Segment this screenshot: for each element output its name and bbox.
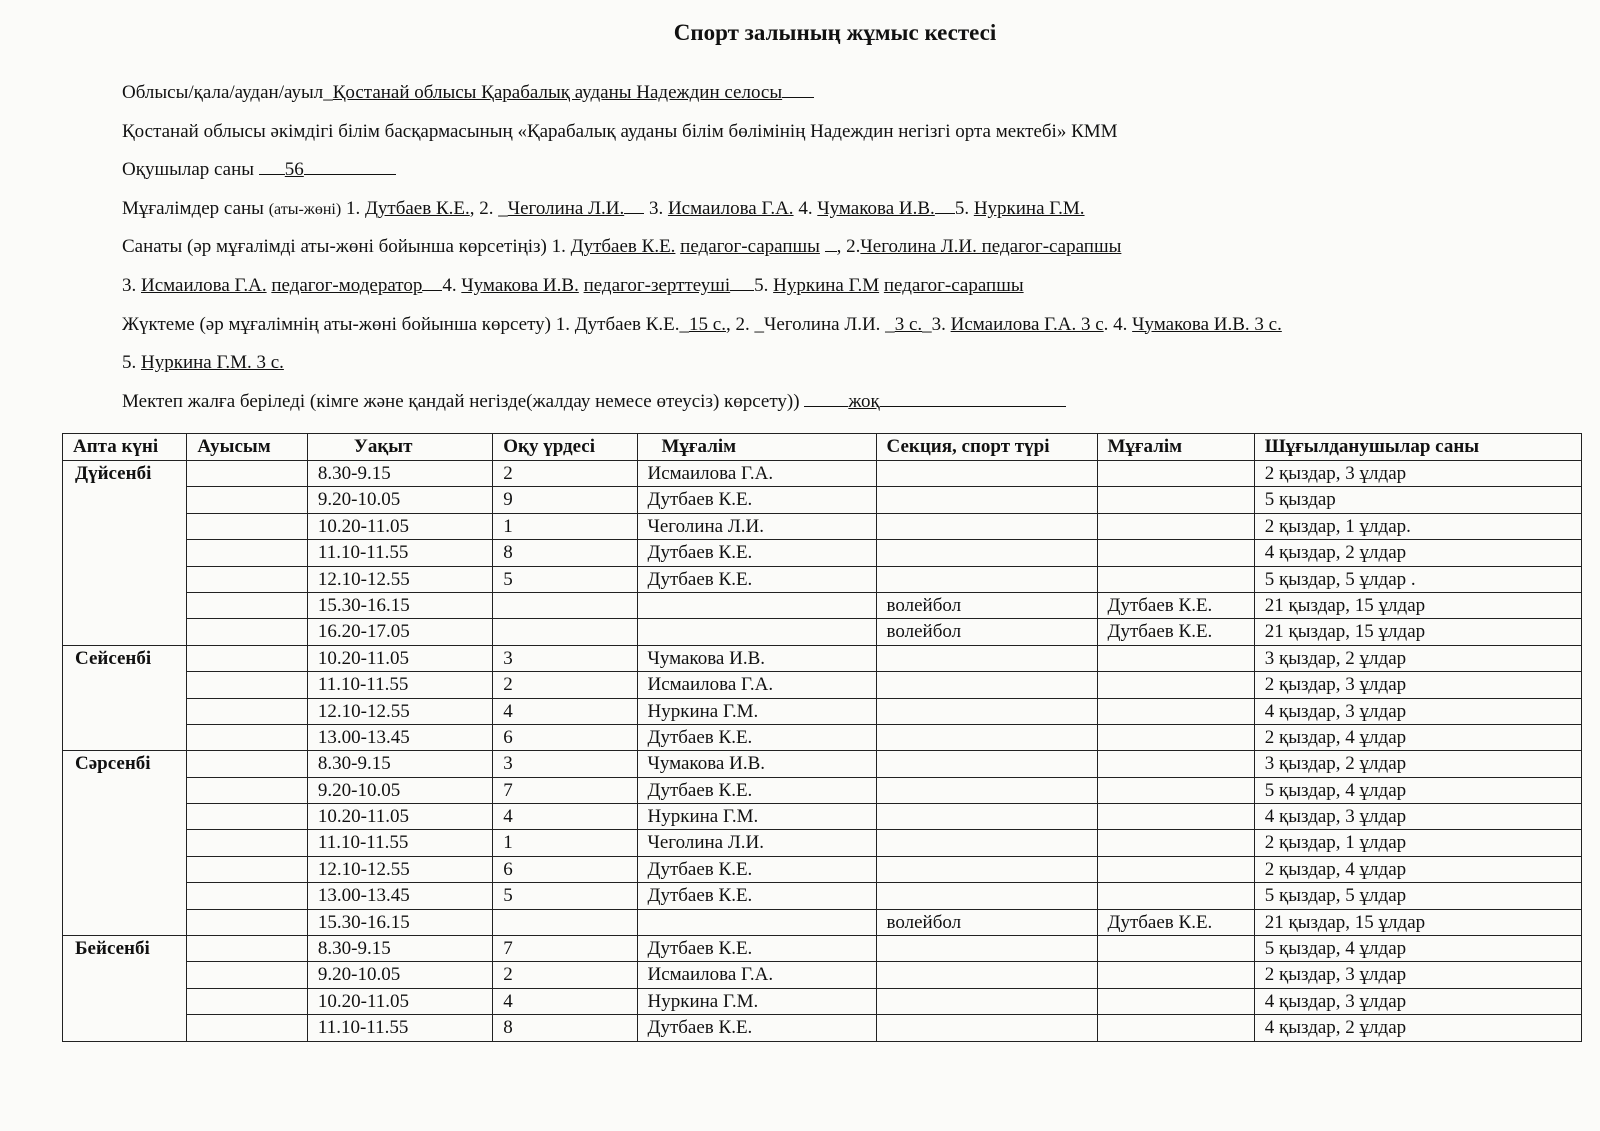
count-cell: 2 қыздар, 4 ұлдар: [1254, 724, 1581, 750]
coach-cell: [1097, 513, 1254, 539]
col-header-class: Оқу үрдесі: [493, 434, 637, 461]
form-fields: [122, 78, 1282, 425]
teacher-cell: Чеголина Л.И.: [637, 830, 876, 856]
teacher-cell: Дутбаев К.Е.: [637, 936, 876, 962]
region-label: Облысы/қала/аудан/ауыл_: [122, 82, 333, 103]
category-4-value: педагог-зерттеуші: [583, 274, 731, 296]
col-header-section: Секция, спорт түрі: [876, 434, 1097, 461]
category-number: 2.: [846, 236, 861, 258]
teacher-cell: Дутбаев К.Е.: [637, 566, 876, 592]
class-cell: 4: [493, 804, 637, 830]
shift-cell: [187, 724, 308, 750]
load-separator: . 4.: [1103, 313, 1128, 335]
shift-cell: [187, 883, 308, 909]
load-line-1: [122, 310, 1282, 349]
section-cell: [876, 540, 1097, 566]
col-header-time: Уақыт: [307, 434, 492, 461]
coach-cell: [1097, 672, 1254, 698]
table-row: [63, 592, 1582, 618]
teacher-cell: [637, 592, 876, 618]
shift-cell: [187, 487, 308, 513]
categories-line-1: Санаты (әр мұғалімді аты-жөні бойынша көрсетіңіз) 1. Дутбаев К.Е. педагог-сарапшы , 2.Чеголина Л.И. педагог-сарапшы: [122, 232, 1282, 271]
shift-cell: [187, 592, 308, 618]
teacher-5: Нуркина Г.М.: [973, 197, 1085, 219]
rent-line: [122, 387, 1282, 426]
coach-cell: [1097, 936, 1254, 962]
page-title: Спорт залының жұмыс кестесі: [673, 20, 997, 45]
time-cell: 16.20-17.05: [307, 619, 492, 645]
count-cell: 3 қыздар, 2 ұлдар: [1254, 645, 1581, 671]
teacher-cell: Нуркина Г.М.: [637, 804, 876, 830]
students-line: [122, 155, 1282, 194]
blank-line: [880, 388, 1066, 407]
teachers-line: [122, 194, 1282, 233]
count-cell: 2 қыздар, 1 ұлдар: [1254, 830, 1581, 856]
shift-cell: [187, 619, 308, 645]
section-cell: [876, 883, 1097, 909]
coach-cell: Дутбаев К.Е.: [1097, 619, 1254, 645]
section-cell: [876, 856, 1097, 882]
teacher-cell: Дутбаев К.Е.: [637, 777, 876, 803]
count-cell: 2 қыздар, 3 ұлдар: [1254, 962, 1581, 988]
load-1: 15 с.: [689, 313, 726, 335]
count-cell: 5 қыздар: [1254, 487, 1581, 513]
category-number: 4.: [442, 274, 457, 296]
shift-cell: [187, 672, 308, 698]
time-cell: 9.20-10.05: [307, 962, 492, 988]
coach-cell: [1097, 724, 1254, 750]
section-cell: [876, 751, 1097, 777]
class-cell: 7: [493, 777, 637, 803]
table-row: [63, 936, 1582, 962]
count-cell: 2 қыздар, 4 ұлдар: [1254, 856, 1581, 882]
table-row: [63, 883, 1582, 909]
blank-line: [259, 156, 285, 175]
shift-cell: [187, 1015, 308, 1041]
shift-cell: [187, 461, 308, 487]
shift-cell: [187, 777, 308, 803]
section-cell: [876, 698, 1097, 724]
teachers-sublabel: (аты-жөні): [268, 200, 342, 218]
time-cell: 9.20-10.05: [307, 487, 492, 513]
time-cell: 10.20-11.05: [307, 645, 492, 671]
load-label: Жүктеме (әр мұғалімнің аты-жөні бойынша көрсету) 1. Дутбаев К.Е._: [122, 313, 690, 335]
time-cell: 11.10-11.55: [307, 830, 492, 856]
load-line-2: [122, 348, 1282, 387]
col-header-teacher: Мұғалім: [637, 434, 876, 461]
time-cell: 8.30-9.15: [307, 936, 492, 962]
day-cell: Сейсенбі: [63, 645, 187, 751]
schedule-body: [63, 461, 1582, 1042]
load-4: Чумакова И.В. 3 с.: [1132, 313, 1282, 335]
class-cell: 2: [493, 962, 637, 988]
load-5: Нуркина Г.М. 3 с.: [141, 352, 284, 374]
coach-cell: [1097, 540, 1254, 566]
teacher-cell: [637, 909, 876, 935]
shift-cell: [187, 936, 308, 962]
coach-cell: [1097, 566, 1254, 592]
time-cell: 10.20-11.05: [307, 988, 492, 1014]
count-cell: 3 қыздар, 2 ұлдар: [1254, 751, 1581, 777]
school-name: Қостанай облысы әкімдігі білім басқармасының «Қарабалық ауданы білім бөлімінің Надеждин негізгі орта мектебі» КММ: [122, 120, 1118, 142]
coach-cell: [1097, 487, 1254, 513]
load-2: 3 с.: [894, 313, 923, 335]
table-row: [63, 724, 1582, 750]
time-cell: 9.20-10.05: [307, 777, 492, 803]
section-cell: [876, 513, 1097, 539]
section-cell: [876, 804, 1097, 830]
count-cell: 5 қыздар, 5 ұлдар .: [1254, 566, 1581, 592]
category-3-value: педагог-модератор: [271, 274, 423, 296]
table-header-row: [63, 434, 1582, 461]
category-3-name: Исмаилова Г.А.: [141, 274, 267, 296]
table-row: [63, 672, 1582, 698]
category-1-name: Дутбаев К.Е.: [570, 236, 676, 258]
coach-cell: [1097, 645, 1254, 671]
count-cell: 4 қыздар, 2 ұлдар: [1254, 1015, 1581, 1041]
section-cell: волейбол: [876, 909, 1097, 935]
table-row: [63, 909, 1582, 935]
time-cell: 13.00-13.45: [307, 883, 492, 909]
category-4-name: Чумакова И.В.: [461, 274, 579, 296]
class-cell: 3: [493, 751, 637, 777]
class-cell: [493, 619, 637, 645]
section-cell: [876, 645, 1097, 671]
teacher-cell: Чумакова И.В.: [637, 645, 876, 671]
teacher-number: 5.: [954, 197, 970, 219]
table-row: [63, 461, 1582, 487]
col-header-coach: Мұғалім: [1097, 434, 1254, 461]
table-row: [63, 540, 1582, 566]
categories-label: Санаты (әр мұғалімді аты-жөні бойынша көрсетіңіз) 1.: [122, 236, 566, 258]
count-cell: 4 қыздар, 3 ұлдар: [1254, 804, 1581, 830]
coach-cell: Дутбаев К.Е.: [1097, 592, 1254, 618]
shift-cell: [187, 566, 308, 592]
shift-cell: [187, 856, 308, 882]
class-cell: 7: [493, 936, 637, 962]
teacher-number: 3.: [644, 197, 664, 219]
coach-cell: [1097, 461, 1254, 487]
class-cell: 3: [493, 645, 637, 671]
section-cell: [876, 1015, 1097, 1041]
region-line: [122, 78, 1282, 117]
coach-cell: [1097, 830, 1254, 856]
teacher-4: Чумакова И.В.: [817, 197, 935, 219]
teacher-cell: Дутбаев К.Е.: [637, 1015, 876, 1041]
coach-cell: [1097, 1015, 1254, 1041]
rent-value: жоқ: [848, 390, 880, 412]
region-value: Қостанай облысы Қарабалық ауданы Надеждин селосы: [332, 82, 783, 103]
table-row: [63, 698, 1582, 724]
shift-cell: [187, 540, 308, 566]
class-cell: 6: [493, 724, 637, 750]
class-cell: [493, 909, 637, 935]
students-value: 56: [284, 159, 304, 181]
table-row: [63, 988, 1582, 1014]
section-cell: [876, 487, 1097, 513]
shift-cell: [187, 804, 308, 830]
table-row: [63, 856, 1582, 882]
table-row: [63, 804, 1582, 830]
teacher-1: Дутбаев К.Е.: [364, 197, 470, 219]
coach-cell: [1097, 883, 1254, 909]
time-cell: 15.30-16.15: [307, 592, 492, 618]
class-cell: 4: [493, 698, 637, 724]
blank-line: [422, 272, 442, 291]
section-cell: [876, 777, 1097, 803]
class-cell: 2: [493, 461, 637, 487]
table-row: [63, 962, 1582, 988]
day-cell: Бейсенбі: [63, 936, 187, 1042]
section-cell: [876, 962, 1097, 988]
coach-cell: [1097, 698, 1254, 724]
col-header-day: Апта күні: [63, 434, 187, 461]
teacher-cell: Чумакова И.В.: [637, 751, 876, 777]
time-cell: 12.10-12.55: [307, 856, 492, 882]
time-cell: 10.20-11.05: [307, 804, 492, 830]
load-separator: 5.: [122, 352, 137, 374]
category-1-value: педагог-сарапшы: [680, 236, 820, 258]
section-cell: [876, 461, 1097, 487]
load-separator: , 2. _Чеголина Л.И. _: [725, 313, 895, 335]
time-cell: 8.30-9.15: [307, 461, 492, 487]
blank-line: [935, 195, 955, 214]
section-cell: [876, 724, 1097, 750]
rent-label: Мектеп жалға беріледі (кімге және қандай негізде(жалдау немесе өтеусіз) көрсету)): [122, 390, 800, 412]
coach-cell: [1097, 988, 1254, 1014]
coach-cell: [1097, 856, 1254, 882]
time-cell: 8.30-9.15: [307, 751, 492, 777]
category-2: Чеголина Л.И. педагог-сарапшы: [860, 236, 1122, 258]
class-cell: [493, 592, 637, 618]
shift-cell: [187, 698, 308, 724]
teacher-2: Чеголина Л.И.: [507, 197, 625, 219]
blank-line: [782, 79, 814, 98]
teacher-cell: Чеголина Л.И.: [637, 513, 876, 539]
blank-line: [825, 233, 837, 252]
class-cell: 8: [493, 1015, 637, 1041]
shift-cell: [187, 751, 308, 777]
coach-cell: [1097, 777, 1254, 803]
schedule-table: [62, 433, 1582, 1042]
blank-line: [730, 272, 754, 291]
shift-cell: [187, 962, 308, 988]
categories-line-2: [122, 271, 1282, 310]
time-cell: 11.10-11.55: [307, 1015, 492, 1041]
load-3: Исмаилова Г.А. 3 с: [950, 313, 1104, 335]
time-cell: 11.10-11.55: [307, 672, 492, 698]
table-row: [63, 513, 1582, 539]
shift-cell: [187, 830, 308, 856]
blank-line: [624, 195, 644, 214]
time-cell: 13.00-13.45: [307, 724, 492, 750]
time-cell: 12.10-12.55: [307, 698, 492, 724]
shift-cell: [187, 513, 308, 539]
shift-cell: [187, 988, 308, 1014]
count-cell: 21 қыздар, 15 ұлдар: [1254, 909, 1581, 935]
day-cell: Сәрсенбі: [63, 751, 187, 936]
section-cell: волейбол: [876, 592, 1097, 618]
class-cell: 4: [493, 988, 637, 1014]
coach-cell: [1097, 751, 1254, 777]
teacher-3: Исмаилова Г.А.: [667, 197, 794, 219]
class-cell: 1: [493, 830, 637, 856]
count-cell: 21 қыздар, 15 ұлдар: [1254, 592, 1581, 618]
teacher-cell: [637, 619, 876, 645]
section-cell: [876, 936, 1097, 962]
time-cell: 11.10-11.55: [307, 540, 492, 566]
teachers-label: Мұғалімдер саны: [122, 197, 264, 219]
coach-cell: [1097, 804, 1254, 830]
school-line: [122, 117, 1282, 156]
category-5-value: педагог-сарапшы: [883, 274, 1024, 296]
class-cell: 9: [493, 487, 637, 513]
coach-cell: [1097, 962, 1254, 988]
teacher-cell: Исмаилова Г.А.: [637, 962, 876, 988]
table-row: [63, 830, 1582, 856]
count-cell: 5 қыздар, 4 ұлдар: [1254, 777, 1581, 803]
time-cell: 12.10-12.55: [307, 566, 492, 592]
day-cell: Дүйсенбі: [63, 461, 187, 646]
category-5-name: Нуркина Г.М: [773, 274, 880, 296]
teacher-number: 4.: [798, 197, 813, 219]
class-cell: 5: [493, 566, 637, 592]
section-cell: [876, 566, 1097, 592]
coach-cell: Дутбаев К.Е.: [1097, 909, 1254, 935]
count-cell: 4 қыздар, 3 ұлдар: [1254, 698, 1581, 724]
time-cell: 10.20-11.05: [307, 513, 492, 539]
table-row: [63, 566, 1582, 592]
count-cell: 5 қыздар, 4 ұлдар: [1254, 936, 1581, 962]
teacher-cell: Исмаилова Г.А.: [637, 672, 876, 698]
blank-line: [304, 156, 396, 175]
time-cell: 15.30-16.15: [307, 909, 492, 935]
count-cell: 4 қыздар, 2 ұлдар: [1254, 540, 1581, 566]
class-cell: 8: [493, 540, 637, 566]
class-cell: 6: [493, 856, 637, 882]
teacher-cell: Дутбаев К.Е.: [637, 856, 876, 882]
teacher-cell: Дутбаев К.Е.: [637, 487, 876, 513]
shift-cell: [187, 909, 308, 935]
teacher-cell: Дутбаев К.Е.: [637, 540, 876, 566]
section-cell: [876, 988, 1097, 1014]
col-header-count: Шұғылданушылар саны: [1254, 434, 1581, 461]
class-cell: 2: [493, 672, 637, 698]
section-cell: [876, 672, 1097, 698]
category-number: 5.: [754, 274, 769, 296]
section-cell: волейбол: [876, 619, 1097, 645]
shift-cell: [187, 645, 308, 671]
table-row: [63, 751, 1582, 777]
count-cell: 2 қыздар, 3 ұлдар: [1254, 461, 1581, 487]
count-cell: 4 қыздар, 3 ұлдар: [1254, 988, 1581, 1014]
count-cell: 5 қыздар, 5 ұлдар: [1254, 883, 1581, 909]
teacher-number: 1.: [345, 197, 361, 219]
section-cell: [876, 830, 1097, 856]
count-cell: 2 қыздар, 3 ұлдар: [1254, 672, 1581, 698]
table-row: [63, 1015, 1582, 1041]
category-number: 3.: [122, 274, 137, 296]
table-row: [63, 777, 1582, 803]
class-cell: 1: [493, 513, 637, 539]
teacher-cell: Нуркина Г.М.: [637, 698, 876, 724]
teacher-number: , 2. _: [469, 197, 508, 219]
class-cell: 5: [493, 883, 637, 909]
teacher-cell: Нуркина Г.М.: [637, 988, 876, 1014]
count-cell: 21 қыздар, 15 ұлдар: [1254, 619, 1581, 645]
table-row: [63, 487, 1582, 513]
blank-line: [804, 388, 848, 407]
col-header-shift: Ауысым: [187, 434, 308, 461]
teacher-cell: Исмаилова Г.А.: [637, 461, 876, 487]
teacher-cell: Дутбаев К.Е.: [637, 883, 876, 909]
load-separator: _3.: [922, 313, 946, 335]
table-row: [63, 645, 1582, 671]
count-cell: 2 қыздар, 1 ұлдар.: [1254, 513, 1581, 539]
students-label: Оқушылар саны: [122, 159, 255, 181]
teacher-cell: Дутбаев К.Е.: [637, 724, 876, 750]
table-row: [63, 619, 1582, 645]
